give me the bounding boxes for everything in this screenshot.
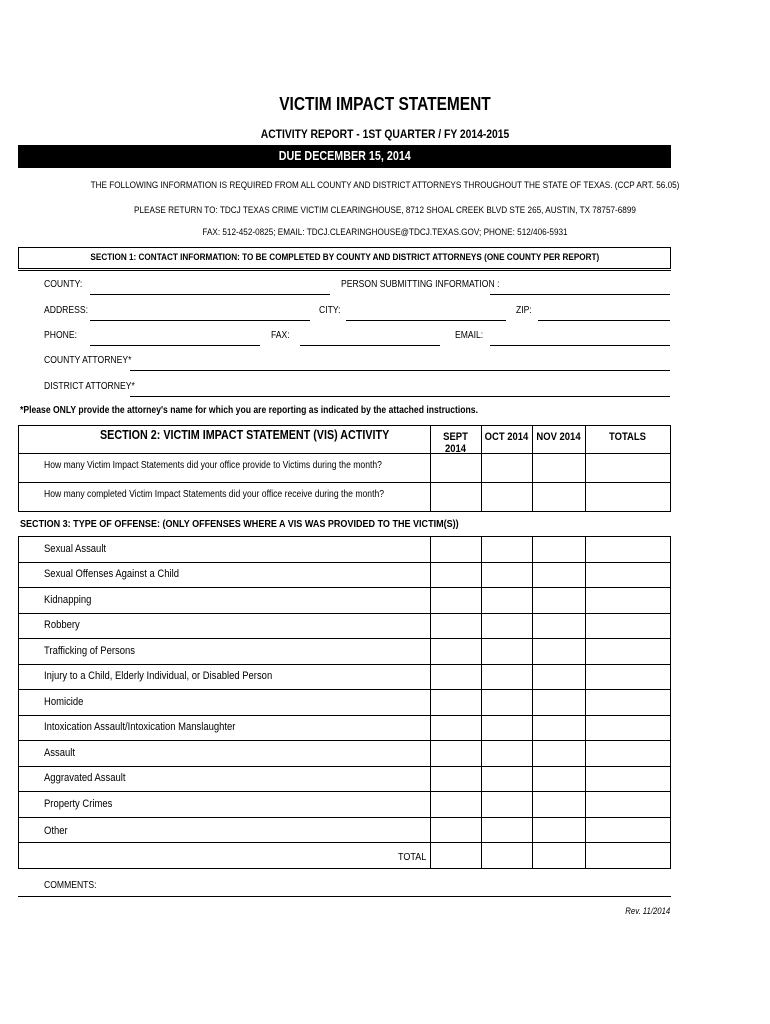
section3-title: SECTION 3: TYPE OF OFFENSE: (ONLY OFFENSES WHERE A VIS WAS PROVIDED TO THE VICTIM(S)) (20, 518, 459, 530)
attorney-note: *Please ONLY provide the attorney's name for which you are reporting as indicated by the attached instructions. (20, 405, 478, 416)
section1-header (18, 247, 671, 269)
offense-injury-child-elderly-disabled: Injury to a Child, Elderly Individual, or Disabled Person (44, 670, 273, 682)
district-attorney-field[interactable] (130, 396, 670, 397)
column-totals: TOTALS (609, 431, 646, 443)
due-date-text: DUE DECEMBER 15, 2014 (278, 149, 411, 163)
due-date-banner (18, 145, 671, 168)
offense-row-rule (18, 842, 671, 843)
section2-bottom-rule (18, 511, 671, 512)
phone-field[interactable] (90, 345, 260, 346)
offense-row-rule (18, 817, 671, 818)
district-attorney-label: DISTRICT ATTORNEY* (44, 381, 135, 392)
comments-field[interactable] (18, 896, 671, 897)
offense-col-rule (585, 536, 586, 868)
person-submitting-field[interactable] (490, 294, 670, 295)
section2-top-rule (18, 425, 671, 426)
info-line-return-address: PLEASE RETURN TO: TDCJ TEXAS CRIME VICTIM CLEARINGHOUSE, 8712 SHOAL CREEK BLVD STE 265, AUSTIN, TX 78757-6899 (134, 205, 636, 216)
comments-label: COMMENTS: (44, 880, 97, 891)
offense-row-rule (18, 587, 671, 588)
offense-robbery: Robbery (44, 619, 80, 631)
email-label: EMAIL: (455, 330, 484, 341)
phone-label: PHONE: (44, 330, 77, 341)
offense-sexual-assault: Sexual Assault (44, 543, 107, 555)
column-oct-2014: OCT 2014 (484, 431, 529, 443)
section1-title: SECTION 1: CONTACT INFORMATION: TO BE COMPLETED BY COUNTY AND DISTRICT ATTORNEYS (ONE COUNTY PER REPORT) (90, 252, 599, 263)
column-sept-2014: SEPT 2014 (443, 431, 468, 455)
zip-label: ZIP: (516, 305, 532, 316)
offense-row-rule (18, 766, 671, 767)
offense-intoxication: Intoxication Assault/Intoxication Manslaughter (44, 721, 236, 733)
info-line-requirement: THE FOLLOWING INFORMATION IS REQUIRED FROM ALL COUNTY AND DISTRICT ATTORNEYS THROUGHOUT THE STATE OF TEXAS. (CCP ART. 56.05) (90, 180, 680, 191)
offense-row-rule (18, 740, 671, 741)
section2-left-border (18, 425, 19, 512)
city-field[interactable] (346, 320, 506, 321)
offense-row-rule (18, 689, 671, 690)
info-line-contact: FAX: 512-452-0825; EMAIL: TDCJ.CLEARINGHOUSE@TDCJ.TEXAS.GOV; PHONE: 512/406-5931 (202, 227, 568, 238)
county-label: COUNTY: (44, 279, 83, 290)
section2-col-divider-1 (430, 425, 431, 512)
section2-header-rule (18, 453, 671, 454)
section2-right-border (670, 425, 671, 512)
county-field[interactable] (90, 294, 330, 295)
offense-row-rule (18, 868, 671, 869)
form-subtitle: ACTIVITY REPORT - 1ST QUARTER / FY 2014-2015 (260, 127, 510, 141)
column-nov-2014: NOV 2014 (536, 431, 581, 443)
offense-col-rule (532, 536, 533, 868)
section2-row-rule (18, 482, 671, 483)
offense-col-rule (481, 536, 482, 868)
section1-top-rule (18, 270, 671, 271)
zip-field[interactable] (538, 320, 670, 321)
offense-sexual-offenses-child: Sexual Offenses Against a Child (44, 568, 179, 580)
question-vis-received: How many completed Victim Impact Statements did your office receive during the month? (44, 489, 385, 500)
offense-col-rule (670, 536, 671, 868)
offense-assault: Assault (44, 747, 76, 759)
section2-title: SECTION 2: VICTIM IMPACT STATEMENT (VIS) ACTIVITY (100, 428, 390, 442)
form-title: VICTIM IMPACT STATEMENT (279, 94, 491, 114)
address-label: ADDRESS: (44, 305, 88, 316)
revision-date: Rev. 11/2014 (625, 906, 670, 916)
section2-col-divider-3 (532, 425, 533, 512)
offense-row-rule (18, 613, 671, 614)
offense-trafficking: Trafficking of Persons (44, 645, 135, 657)
offense-row-rule (18, 562, 671, 563)
offense-col-rule (18, 536, 19, 868)
offense-row-rule (18, 791, 671, 792)
person-submitting-label: PERSON SUBMITTING INFORMATION : (341, 279, 500, 290)
section2-col-divider-2 (481, 425, 482, 512)
offense-kidnapping: Kidnapping (44, 594, 92, 606)
question-vis-provided: How many Victim Impact Statements did your office provide to Victims during the month? (44, 460, 382, 471)
email-field[interactable] (490, 345, 670, 346)
county-attorney-field[interactable] (130, 370, 670, 371)
offense-row-rule (18, 715, 671, 716)
offense-col-rule (430, 536, 431, 868)
offense-row-rule (18, 638, 671, 639)
offense-other: Other (44, 825, 68, 837)
total-row-label: TOTAL (398, 851, 427, 863)
offense-homicide: Homicide (44, 696, 84, 708)
offense-row-rule (18, 536, 671, 537)
offense-aggravated-assault: Aggravated Assault (44, 772, 126, 784)
fax-label: FAX: (271, 330, 290, 341)
offense-row-rule (18, 664, 671, 665)
address-field[interactable] (90, 320, 310, 321)
county-attorney-label: COUNTY ATTORNEY* (44, 355, 132, 366)
fax-field[interactable] (300, 345, 440, 346)
offense-property-crimes: Property Crimes (44, 798, 113, 810)
section2-col-divider-4 (585, 425, 586, 512)
city-label: CITY: (319, 305, 341, 316)
